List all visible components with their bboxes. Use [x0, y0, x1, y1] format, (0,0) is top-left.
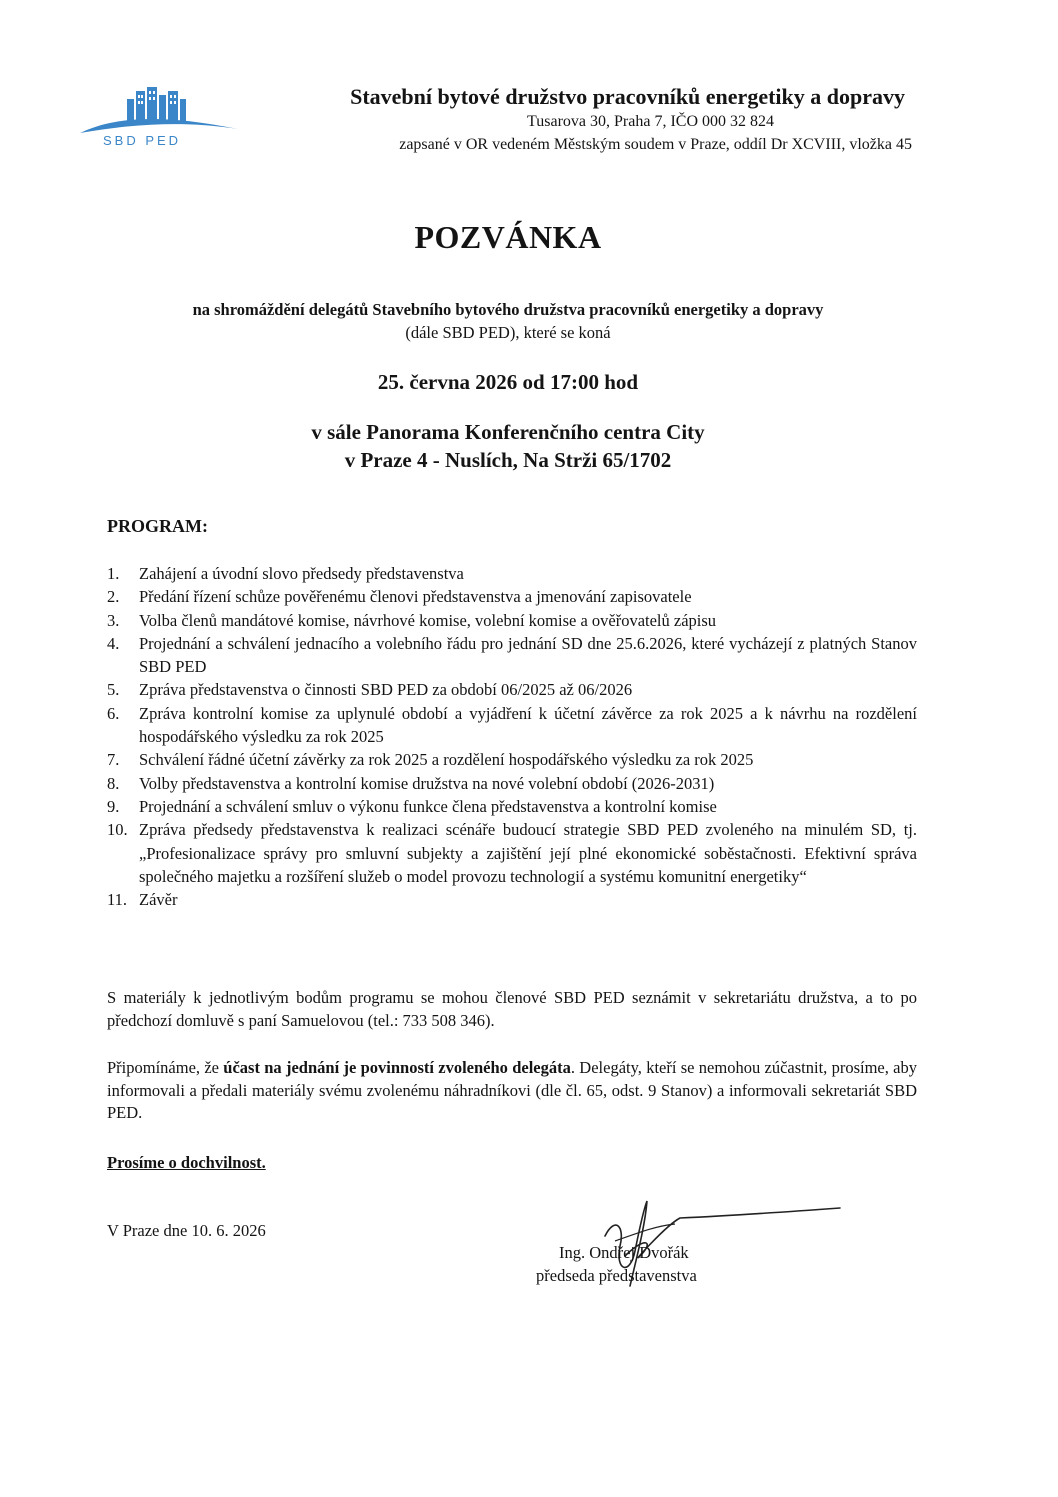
organization-register: zapsané v OR vedeném Městským soudem v Praze, oddíl Dr XCVIII, vložka 45: [399, 136, 912, 153]
organization-address: Tusarova 30, Praha 7, IČO 000 32 824: [527, 113, 774, 130]
organization-name: Stavební bytové družstvo pracovníků energetiky a dopravy: [350, 84, 905, 109]
venue-line-2: v Praze 4 - Nuslích, Na Strži 65/1702: [344, 448, 672, 472]
item-number: 5.: [107, 680, 120, 700]
program-item: [107, 585, 917, 608]
item-number: 9.: [107, 796, 120, 816]
place-and-date: V Praze dne 10. 6. 2026: [107, 1221, 266, 1240]
intro-line-1: na shromáždění delegátů Stavebního bytového družstva pracovníků energetiky a dopravy: [192, 300, 824, 319]
item-text: Volby představenstva a kontrolní komise družstva na nové volební období (2026-2031): [139, 773, 715, 793]
item-text: Projednání a schválení jednacího a volebního řádu pro jednání SD dne 25.6.2026, které vycházejí z platných Stanov SBD PED: [139, 633, 917, 677]
venue-line-1: v sále Panorama Konferenčního centra City: [311, 420, 705, 444]
signer-name: Ing. Ondřej Dvořák: [559, 1243, 689, 1262]
item-number: 10.: [107, 820, 128, 840]
item-text: Zpráva předsedy představenstva k realizaci scénáře budoucí strategie SBD PED zvoleného na minulém SD, tj. „Profesionalizace správy pro smluvní subjekty a zajištění její plné ekonomické soběstačnosti. Efektivní správa společného majetku a rozšíření služeb o model provozu technologií a systému komunitní energetiky“: [139, 820, 917, 886]
item-number: 7.: [107, 750, 120, 770]
program-item: [107, 772, 917, 795]
program-item: [107, 702, 917, 749]
program-item: [107, 609, 917, 632]
item-text: Schválení řádné účetní závěrky za rok 2025 a rozdělení hospodářského výsledku za rok 2025: [139, 750, 754, 770]
program-item: [107, 678, 917, 701]
item-number: 3.: [107, 610, 120, 630]
program-list: [107, 562, 917, 911]
closing-note: Prosíme o dochvilnost.: [107, 1153, 266, 1172]
program-item: [107, 818, 917, 888]
item-text: Zahájení a úvodní slovo předsedy představenstva: [139, 564, 464, 583]
item-text: Projednání a schválení smluv o výkonu funkce člena představenstva a kontrolní komise: [139, 796, 717, 816]
meeting-date: 25. června 2026 od 17:00 hod: [377, 370, 639, 394]
item-number: 2.: [107, 587, 120, 607]
document-title: POZVÁNKA: [414, 219, 602, 255]
reminder-paragraph: [107, 1057, 917, 1125]
reminder-prefix: Připomínáme, že: [107, 1058, 224, 1077]
program-heading: PROGRAM:: [107, 516, 208, 536]
item-text: Volba členů mandátové komise, návrhové komise, volební komise a ověřovatelů zápisu: [139, 610, 717, 630]
item-text: Zpráva představenstva o činnosti SBD PED za období 06/2025 až 06/2026: [139, 680, 633, 700]
signer-role: předseda představenstva: [536, 1266, 697, 1285]
program-item: [107, 795, 917, 818]
item-number: 8.: [107, 773, 120, 793]
item-number: 4.: [107, 633, 120, 653]
program-item: [107, 632, 917, 679]
intro-line-2: (dále SBD PED), které se koná: [405, 323, 611, 342]
program-item: [107, 562, 917, 585]
logo-text: SBD PED: [103, 133, 182, 148]
reminder-suffix: . Delegáty, kteří se nemohou zúčastnit, prosíme, aby informovali a předali materiály svému zvolenému náhradníkovi (dle čl. 65, odst. 9 Stanov) a informovali sekretariát SBD PED.: [107, 1058, 917, 1122]
program-item: [107, 888, 917, 911]
reminder-emphasis: účast na jednání je povinností zvoleného delegáta: [223, 1058, 571, 1077]
buildings-logo-icon: [78, 85, 240, 135]
item-number: 11.: [107, 890, 128, 910]
item-text: Zpráva kontrolní komise za uplynulé období a vyjádření k účetní závěrce za rok 2025 a k návrhu na rozdělení hospodářského výsledku za rok 2025: [139, 703, 917, 747]
item-text: Závěr: [139, 890, 178, 910]
item-text: Předání řízení schůze pověřenému členovi představenstva a jmenování zapisovatele: [139, 587, 692, 607]
item-number: 1.: [107, 564, 120, 583]
materials-paragraph: S materiály k jednotlivým bodům programu se mohou členové SBD PED seznámit v sekretariátu družstva, a to po předchozí domluvě s paní Samuelovou (tel.: 733 508 346).: [107, 988, 917, 1030]
item-number: 6.: [107, 703, 120, 723]
program-item: [107, 748, 917, 771]
